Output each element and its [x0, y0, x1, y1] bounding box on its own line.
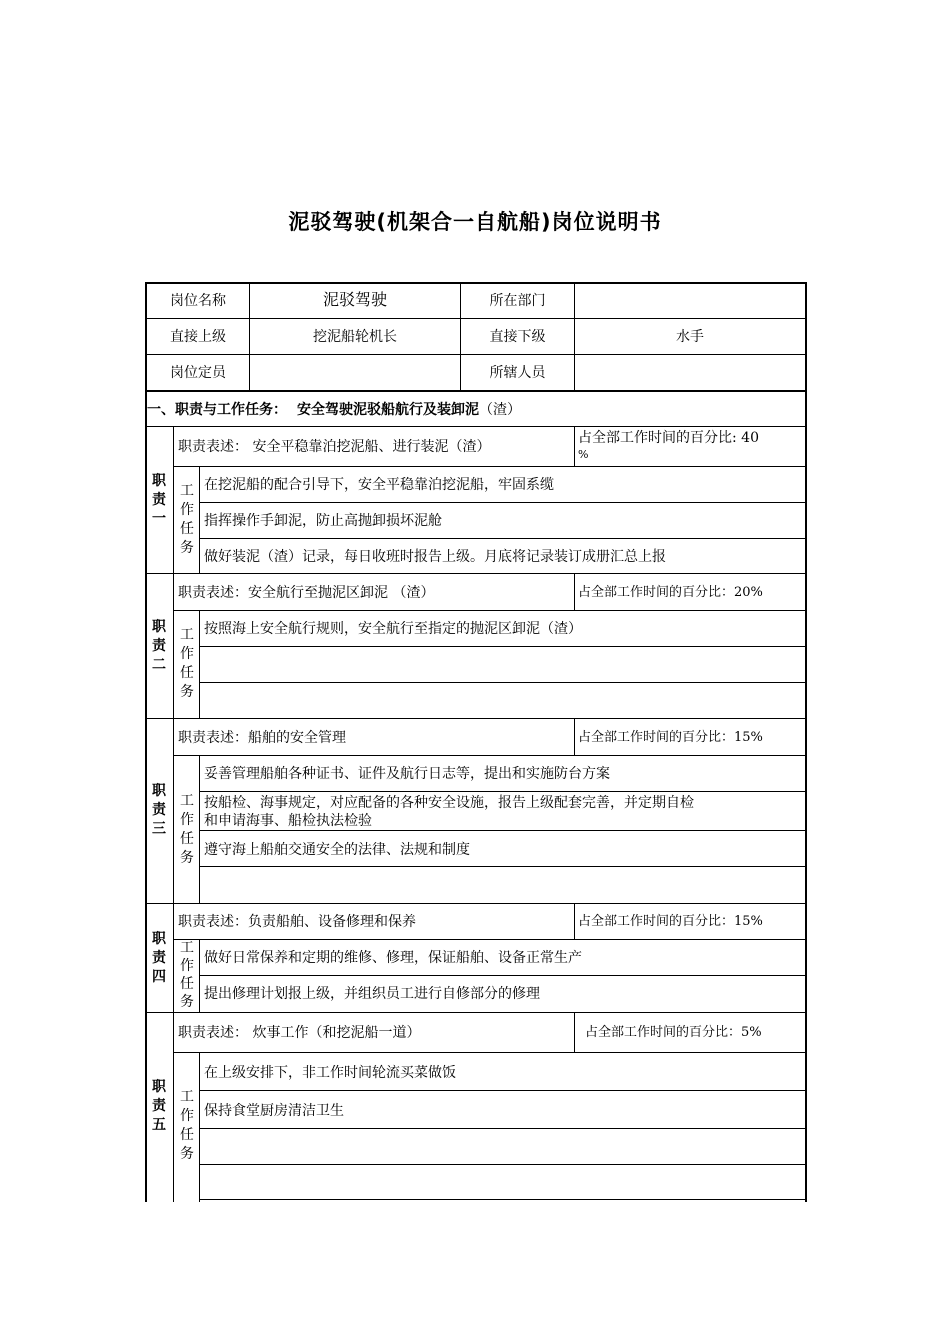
- duty-1-pct-line2: %: [578, 448, 589, 461]
- duty-5-task-2: 保持食堂厨房清洁卫生: [204, 1103, 344, 1119]
- duty-3-label: 职责三: [152, 783, 166, 837]
- duty-4-pct: 占全部工作时间的百分比：15%: [578, 914, 763, 929]
- duty-1-pct-line1: 占全部工作时间的百分比: 40: [578, 430, 759, 446]
- duty-4-task-label: 工作任务: [180, 940, 194, 1010]
- managed-label: 所辖人员: [489, 365, 546, 381]
- duty-5-task-1: 在上级安排下，非工作时间轮流买菜做饭: [204, 1065, 456, 1081]
- job-description-table: [145, 282, 807, 1202]
- duty-1-label: 职责一: [152, 473, 166, 527]
- duty-5-desc: 职责表述： 炊事工作（和挖泥船一道）: [178, 1025, 421, 1041]
- subordinate-label: 直接下级: [489, 329, 546, 345]
- duty-5-label: 职责五: [152, 1079, 166, 1133]
- duty-1-task-3: 做好装泥（渣）记录，每日收班时报告上级。月底将记录装订成册汇总上报: [204, 549, 666, 565]
- duty-2-task-label: 工作任务: [180, 627, 194, 700]
- duty-4-task-2: 提出修理计划报上级，并组织员工进行自修部分的修理: [204, 986, 540, 1002]
- duty-4-desc: 职责表述：负责船舶、设备修理和保养: [178, 914, 416, 930]
- duty-5-task-label: 工作任务: [180, 1089, 194, 1162]
- duty-2-desc: 职责表述：安全航行至抛泥区卸泥 （渣）: [178, 585, 435, 601]
- headcount-label: 岗位定员: [170, 365, 226, 381]
- duty-1-task-1: 在挖泥船的配合引导下，安全平稳靠泊挖泥船，牢固系缆: [204, 477, 554, 493]
- main-task: 安全驾驶泥驳船航行及装卸泥: [297, 402, 479, 418]
- duty-1-task-2: 指挥操作手卸泥，防止高抛卸损坏泥舱: [204, 513, 442, 529]
- duty-3-desc: 职责表述：船舶的安全管理: [178, 730, 346, 746]
- duty-4-task-1: 做好日常保养和定期的维修、修理，保证船舶、设备正常生产: [204, 950, 582, 966]
- duty-5-pct: 占全部工作时间的百分比：5%: [585, 1025, 762, 1040]
- duty-2-label: 职责二: [152, 619, 166, 673]
- duty-3-pct: 占全部工作时间的百分比：15%: [578, 730, 763, 745]
- duty-3-task-label: 工作任务: [180, 793, 194, 866]
- duty-1-task-label: 工作任务: [180, 483, 194, 556]
- section-heading: [147, 401, 521, 419]
- duty-4-label: 职责四: [152, 931, 166, 985]
- superior-label: 直接上级: [170, 329, 226, 345]
- duty-2-task-1: 按照海上安全航行规则，安全航行至指定的抛泥区卸泥（渣）: [204, 621, 582, 637]
- document-title: 泥驳驾驶(机架合一自航船)岗位说明书: [288, 210, 662, 234]
- superior-value: 挖泥船轮机长: [313, 329, 397, 345]
- post-name-label: 岗位名称: [170, 293, 226, 309]
- duty-3-task-3: 遵守海上船舶交通安全的法律、法规和制度: [204, 842, 470, 858]
- duty-3-task-2-cont: 和申请海事、船检执法检验: [204, 813, 372, 829]
- subordinate-value: 水手: [676, 329, 704, 345]
- duty-3-task-2: 按船检、海事规定，对应配备的各种安全设施，报告上级配套完善，并定期自检: [204, 795, 694, 811]
- main-task-suffix: （渣）: [479, 402, 521, 418]
- duty-3-task-1: 妥善管理船舶各种证书、证件及航行日志等，提出和实施防台方案: [204, 766, 610, 782]
- duty-1-desc: 职责表述： 安全平稳靠泊挖泥船、进行装泥（渣）: [178, 439, 491, 455]
- post-name-value: 泥驳驾驶: [322, 290, 387, 309]
- department-label: 所在部门: [489, 293, 546, 309]
- section-label: 一、职责与工作任务：: [147, 402, 287, 418]
- duty-2-pct: 占全部工作时间的百分比：20%: [578, 585, 763, 600]
